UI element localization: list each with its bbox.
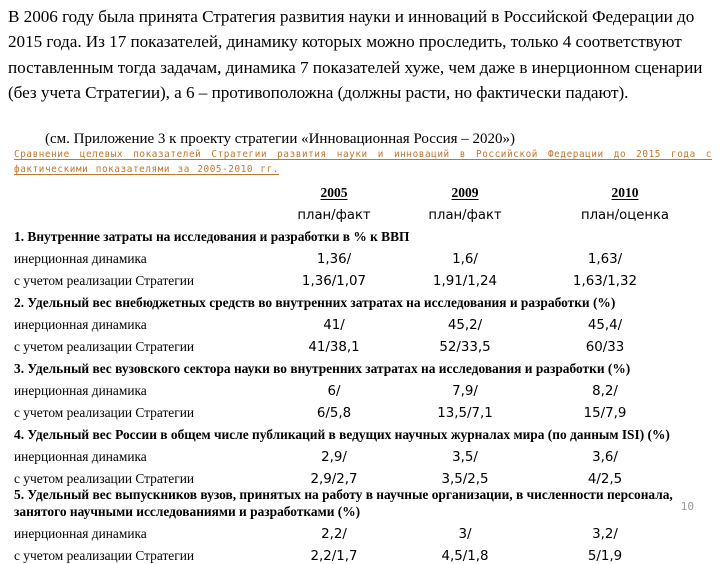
cell-value: 1,36/: [316, 252, 352, 267]
section-heading-row: [0, 421, 720, 443]
cell-value: 3,6/: [592, 450, 618, 465]
cell-value: 6/5,8: [316, 406, 352, 421]
cell-value: 1,63/1,32: [572, 274, 638, 289]
header-spacer: [0, 182, 268, 201]
source-note: (см. Приложение 3 к проекту стратегии «Инновационная Россия – 2020»): [45, 131, 516, 147]
cell-value: 1,6/: [452, 252, 478, 267]
cell-value: 1,36/1,07: [301, 274, 367, 289]
cell-value: 45,2/: [447, 318, 483, 333]
row-label: инерционная динамика: [14, 251, 147, 266]
row-label: с учетом реализации Стратегии: [14, 405, 195, 420]
table-header-years: [0, 182, 720, 201]
cell-value: 45,4/: [587, 318, 623, 333]
cell-value: 4,5/1,8: [441, 549, 489, 564]
cell-value: 52/33,5: [439, 340, 491, 355]
row-label: инерционная динамика: [14, 526, 147, 541]
header-spacer: [0, 201, 268, 223]
row-label: с учетом реализации Стратегии: [14, 471, 195, 486]
row-label: с учетом реализации Стратегии: [14, 273, 195, 288]
column-subheader-2005: план/факт: [297, 208, 371, 223]
table-row: [0, 377, 720, 399]
cell-value: 2,2/: [321, 527, 347, 542]
section-heading: 1. Внутренние затраты на исследования и разработки в % к ВВП: [14, 228, 410, 244]
table-row: [0, 465, 720, 487]
cell-value: 4/2,5: [587, 472, 623, 487]
row-label: с учетом реализации Стратегии: [14, 548, 195, 563]
section-heading-row: [0, 355, 720, 377]
cell-value: 3,2/: [592, 527, 618, 542]
cell-value: 41/: [323, 318, 345, 333]
table-row: [0, 333, 720, 355]
cell-value: 13,5/7,1: [437, 406, 493, 421]
cell-value: 2,9/: [321, 450, 347, 465]
comparison-table: [0, 182, 720, 564]
cell-value: 60/33: [585, 340, 625, 355]
table-row: [0, 542, 720, 564]
cell-value: 6/: [327, 384, 341, 399]
row-label: с учетом реализации Стратегии: [14, 339, 195, 354]
section-heading-row: [0, 223, 720, 245]
table-row: [0, 443, 720, 465]
table-row: [0, 399, 720, 421]
cell-value: 3/: [458, 527, 472, 542]
section-heading: 3. Удельный вес вузовского сектора науки во внутренних затратах на исследования и разработки (%): [14, 360, 631, 376]
cell-value: 1,63/: [587, 252, 623, 267]
section-heading: 2. Удельный вес внебюджетных средств во внутренних затратах на исследования и разработки (%): [14, 294, 616, 310]
cell-value: 5/1,9: [587, 549, 623, 564]
cell-value: 41/38,1: [308, 340, 360, 355]
table-row: [0, 267, 720, 289]
row-label: инерционная динамика: [14, 383, 147, 398]
cell-value: 1,91/1,24: [432, 274, 498, 289]
section-heading: 4. Удельный вес России в общем числе публикаций в ведущих научных журналах мира (по данным ISI) (%): [14, 426, 670, 442]
column-subheader-2009: план/факт: [428, 208, 502, 223]
table-row: [0, 311, 720, 333]
section-heading: 5. Удельный вес выпускников вузов, принятых на работу в научные организации, в численности персонала, занятого научными исследованиями и разработками (%): [14, 487, 673, 519]
row-label: инерционная динамика: [14, 317, 147, 332]
column-year-2005: 2005: [320, 185, 348, 200]
table-row: [0, 245, 720, 267]
column-subheader-2010: план/оценка: [580, 208, 670, 223]
section-heading-row: [0, 289, 720, 311]
section-heading-row: [0, 487, 720, 520]
table-title: Сравнение целевых показателей Стратегии развития науки и инноваций в Российской Федерации до 2015 года с фактическими показателями за 2005-2010 гг.: [14, 149, 712, 175]
cell-value: 3,5/: [452, 450, 478, 465]
cell-value: 7,9/: [452, 384, 478, 399]
cell-value: 3,5/2,5: [441, 472, 489, 487]
column-year-2010: 2010: [611, 185, 639, 200]
table-row: [0, 520, 720, 542]
column-year-2009: 2009: [451, 185, 479, 200]
row-label: инерционная динамика: [14, 449, 147, 464]
cell-value: 15/7,9: [583, 406, 627, 421]
cell-value: 8,2/: [592, 384, 618, 399]
cell-value: 2,9/2,7: [310, 472, 358, 487]
cell-value: 2,2/1,7: [310, 549, 358, 564]
table-header-subheaders: [0, 201, 720, 223]
page-number: 10: [680, 500, 694, 513]
intro-paragraph: В 2006 году была принята Стратегия развития науки и инноваций в Российской Федерации до 2015 года. Из 17 показателей, динамику которых можно проследить, только 4 соответствуют поставленным тогда задачам, динамика 7 показателей хуже, чем даже в инерционном сценарии (без учета Стратегии), а 6 – противоположна (должны расти, но фактически падают).: [8, 7, 703, 103]
